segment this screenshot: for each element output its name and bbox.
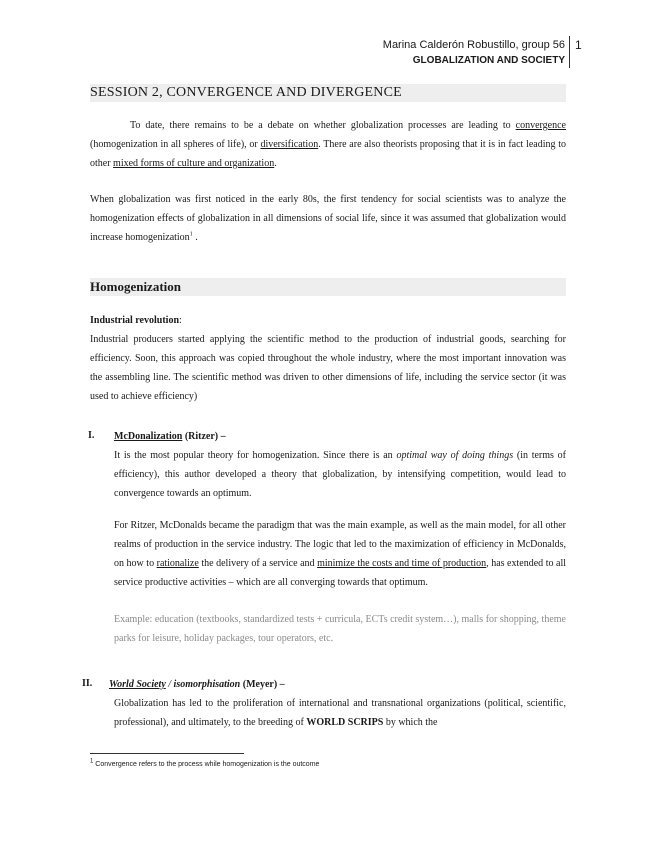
header-divider: [569, 36, 570, 68]
term-world-scrips: WORLD SCRIPS: [306, 717, 384, 728]
section-2-paragraph-1: [114, 694, 566, 732]
text-run: , has extended to all service productive activities – which are all converging towards that optimum.: [114, 558, 566, 588]
text-run: For Ritzer, McDonalds became the paradigm that was the main example, as well as the main model, for all other realms of production in the service industry. The logic that led to the maximization of efficiency in McDonalds, on how to: [114, 520, 566, 569]
section-1-title: McDonalization: [114, 431, 183, 442]
header-text: [383, 38, 565, 68]
intro-paragraph-1: [90, 116, 566, 173]
text-run: by which the: [383, 717, 438, 728]
text-run: .: [192, 232, 198, 243]
industrial-revolution-label: [90, 314, 182, 328]
header-author: Marina Calderón Robustillo, group 56: [382, 39, 565, 51]
label-colon: :: [179, 315, 182, 326]
text-run: . There are also theorists proposing that it is in fact leading to other: [90, 139, 566, 169]
text-run: (homogenization in all spheres of life), or: [90, 139, 261, 150]
homogenization-heading: Homogenization: [90, 278, 566, 296]
section-numeral-1: I.: [88, 430, 95, 441]
footnote-number: 1: [90, 758, 94, 765]
text-run: the delivery of a service and: [198, 558, 318, 569]
label-text: Industrial revolution: [90, 315, 179, 326]
section-1-paragraph-1: [114, 446, 566, 503]
text-run: .: [274, 158, 277, 169]
term-convergence: convergence: [515, 120, 566, 131]
section-2-title-sep: /: [165, 679, 174, 690]
section-1-author: (Ritzer) –: [182, 431, 226, 442]
section-1-paragraph-2: [114, 516, 566, 592]
industrial-revolution-text: Industrial producers started applying the scientific method to the production of industrial goods, searching for efficiency. Soon, this approach was copied throughout the whole industry, where the most important innovation was the assembling line. The scientific method was driven to other dimensions of life, including the service sector (it was used to achieve efficiency): [90, 334, 566, 402]
section-1-example: Example: education (textbooks, standardized tests + curricula, ECTs credit system…), malls for shopping, theme parks for leisure, holiday packages, tour operators, etc.: [114, 614, 566, 644]
text-run: Globalization has led to the proliferation of international and transnational organizations (political, scientific, professional), and ultimately, to the breeding of: [114, 698, 566, 728]
section-1-heading: [114, 430, 226, 444]
text-run: (in terms of efficiency), this author developed a theory that globalization, by intensifying competition, would lead to convergence towards an optimum.: [114, 450, 567, 499]
section-2-heading: [109, 678, 285, 692]
header-course: GLOBALIZATION AND SOCIETY: [412, 55, 565, 66]
intro-paragraph-2: [90, 190, 566, 247]
text-run: It is the most popular theory for homogenization. Since there is an: [114, 450, 397, 461]
footnote: [90, 758, 320, 768]
term-mixed-forms: mixed forms of culture and organization: [113, 158, 275, 169]
section-2-title-b: isomorphisation: [173, 679, 241, 690]
italic-phrase: optimal way of doing things: [396, 450, 514, 461]
footnote-separator: [90, 753, 244, 754]
section-numeral-2: II.: [82, 678, 93, 689]
term-rationalize: rationalize: [156, 558, 199, 569]
footnote-text: Convergence refers to the process while homogenization is the outcome: [93, 761, 320, 768]
term-minimize-costs: minimize the costs and time of production: [317, 558, 487, 569]
page-number: 1: [575, 38, 582, 52]
term-diversification: diversification: [260, 139, 319, 150]
section-2-author: (Meyer) –: [240, 679, 285, 690]
text-run: When globalization was first noticed in the early 80s, the first tendency for social scientists was to analyze the homogenization effects of globalization in all dimensions of social life, since it was assumed that globalization would increase homogenization: [90, 194, 566, 243]
text-run: To date, there remains to be a debate on whether globalization processes are leading to: [130, 120, 516, 131]
section-2-title-a: World Society: [109, 679, 166, 690]
session-title: SESSION 2, CONVERGENCE AND DIVERGENCE: [90, 84, 566, 102]
footnote-ref[interactable]: 1: [189, 231, 193, 238]
